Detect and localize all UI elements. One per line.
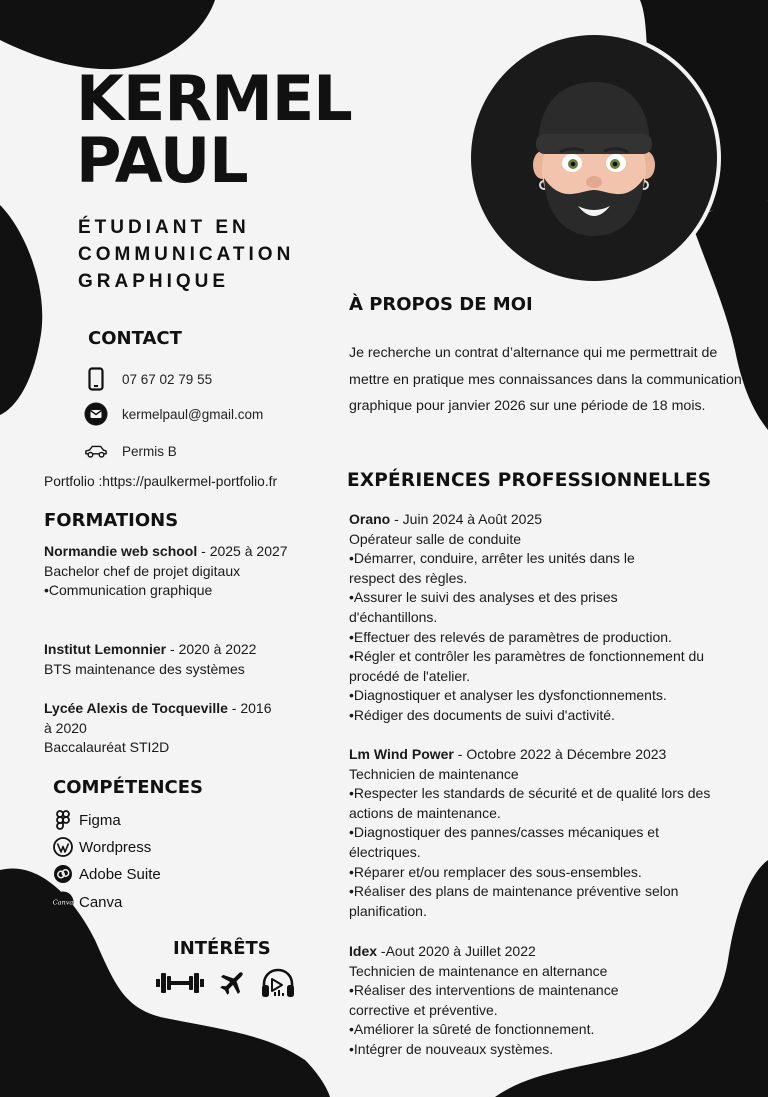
experience-role: Opérateur salle de conduite: [349, 530, 521, 547]
experience-dates: - Octobre 2022 à Décembre 2023: [453, 746, 667, 762]
experience-task: •Réaliser des plans de maintenance préventive selon planification.: [349, 883, 679, 919]
blob-top-left: [0, 0, 215, 69]
experience-task: •Respecter les standards de sécurité et de qualité lors des actions de maintenance.: [349, 785, 711, 821]
airplane-icon: [218, 967, 248, 997]
experience-role: Technicien de maintenance en alternance: [349, 962, 608, 979]
figma-icon: [52, 809, 74, 831]
skill-label: Wordpress: [79, 838, 152, 856]
email-icon: [84, 402, 108, 426]
contact-title: CONTACT: [88, 328, 182, 349]
experience-role: Technicien de maintenance: [349, 765, 519, 782]
dumbbell-icon: [155, 969, 205, 997]
skill-label: Canva: [79, 893, 123, 911]
phone-icon: [84, 367, 108, 391]
formation-degree: Baccalauréat STI2D: [44, 739, 170, 755]
experience-task: •Rédiger des documents de suivi d'activité.: [349, 706, 615, 723]
skills-title: COMPÉTENCES: [53, 777, 204, 798]
formation-dates: - 2025 à 2027: [197, 543, 288, 559]
headphones-icon: [260, 967, 296, 999]
wordpress-icon: [52, 836, 74, 858]
adobe-creative-cloud-icon: [52, 863, 74, 885]
experience-task: •Assurer le suivi des analyses et des prises d'échantillons.: [349, 589, 618, 625]
interests-title: INTÉRÊTS: [173, 938, 271, 959]
phone-number[interactable]: 07 67 02 79 55: [122, 371, 213, 387]
experience-item: [349, 745, 749, 921]
contact-email: [84, 402, 263, 426]
contact-license: [84, 439, 177, 463]
formation-dates: - 2016 à 2020: [44, 700, 272, 736]
experience-task: •Effectuer des relevés de paramètres de production.: [349, 628, 672, 645]
license-text: Permis B: [122, 443, 177, 459]
skill-wordpress: [52, 836, 151, 858]
experience-dates: - Juin 2024 à Août 2025: [390, 511, 543, 527]
experience-task: •Diagnostiquer et analyser les dysfonctionnements.: [349, 687, 667, 704]
experience-item: [349, 942, 749, 1060]
skill-figma: [52, 809, 121, 831]
formation-degree: Bachelor chef de projet digitaux: [44, 562, 241, 579]
about-title: À PROPOS DE MOI: [349, 294, 533, 315]
avatar: [466, 30, 722, 286]
formation-item: [44, 640, 294, 679]
experience-item: [349, 510, 749, 726]
about-text: Je recherche un contrat d’alternance qui me permettrait de mettre en pratique mes connaissances dans la communication graphique pour janvier 2026 sur une période de 18 mois.: [349, 345, 742, 414]
job-title-line-1: ÉTUDIANT EN: [78, 217, 250, 238]
experience-task: •Régler et contrôler les paramètres de fonctionnement du procédé de l'atelier.: [349, 648, 705, 684]
formations-title: FORMATIONS: [44, 510, 179, 531]
name-second-line: PAUL: [76, 124, 248, 197]
formation-school: Lycée Alexis de Tocqueville: [44, 700, 228, 716]
canva-icon: [52, 891, 74, 913]
formation-dates: - 2020 à 2022: [166, 641, 257, 657]
experience-task: •Diagnostiquer des pannes/casses mécaniques et électriques.: [349, 824, 659, 860]
skill-canva: [52, 891, 122, 913]
candidate-name: [76, 62, 352, 197]
experience-company: Idex: [349, 943, 378, 959]
formation-school: Institut Lemonnier: [44, 641, 167, 657]
email-address[interactable]: kermelpaul@gmail.com: [122, 406, 264, 422]
formation-detail: •Communication graphique: [44, 582, 213, 598]
experience-task: •Réaliser des interventions de maintenance corrective et préventive.: [349, 982, 619, 1018]
skill-label: Adobe Suite: [79, 865, 161, 883]
experience-company: Orano: [349, 511, 391, 527]
formation-degree: BTS maintenance des systèmes: [44, 660, 245, 677]
job-title-line-2: COMMUNICATION: [78, 244, 295, 265]
formation-item: [44, 542, 294, 601]
experience-task: •Intégrer de nouveaux systèmes.: [349, 1040, 554, 1057]
experience-task: •Améliorer la sûreté de fonctionnement.: [349, 1021, 595, 1038]
experience-title: EXPÉRIENCES PROFESSIONNELLES: [347, 470, 712, 491]
formation-school: Normandie web school: [44, 543, 198, 559]
formation-item: [44, 699, 274, 758]
car-icon: [84, 439, 108, 463]
job-title-line-3: GRAPHIQUE: [78, 271, 230, 292]
experience-task: •Réparer et/ou remplacer des sous-ensembles.: [349, 863, 642, 880]
portfolio-link[interactable]: Portfolio :https://paulkermel-portfolio.fr: [44, 474, 278, 489]
experience-task: •Démarrer, conduire, arrêter les unités dans le respect des règles.: [349, 550, 635, 586]
contact-phone: [84, 367, 212, 391]
experience-dates: -Aout 2020 à Juillet 2022: [377, 943, 536, 959]
blob-left: [0, 205, 42, 415]
experience-company: Lm Wind Power: [349, 746, 454, 762]
skill-adobe-suite: [52, 863, 161, 885]
name-first-line: KERMEL: [76, 62, 352, 135]
job-title: [78, 214, 358, 295]
canva-logo-text: Canva: [52, 898, 74, 907]
skill-label: Figma: [79, 811, 121, 829]
